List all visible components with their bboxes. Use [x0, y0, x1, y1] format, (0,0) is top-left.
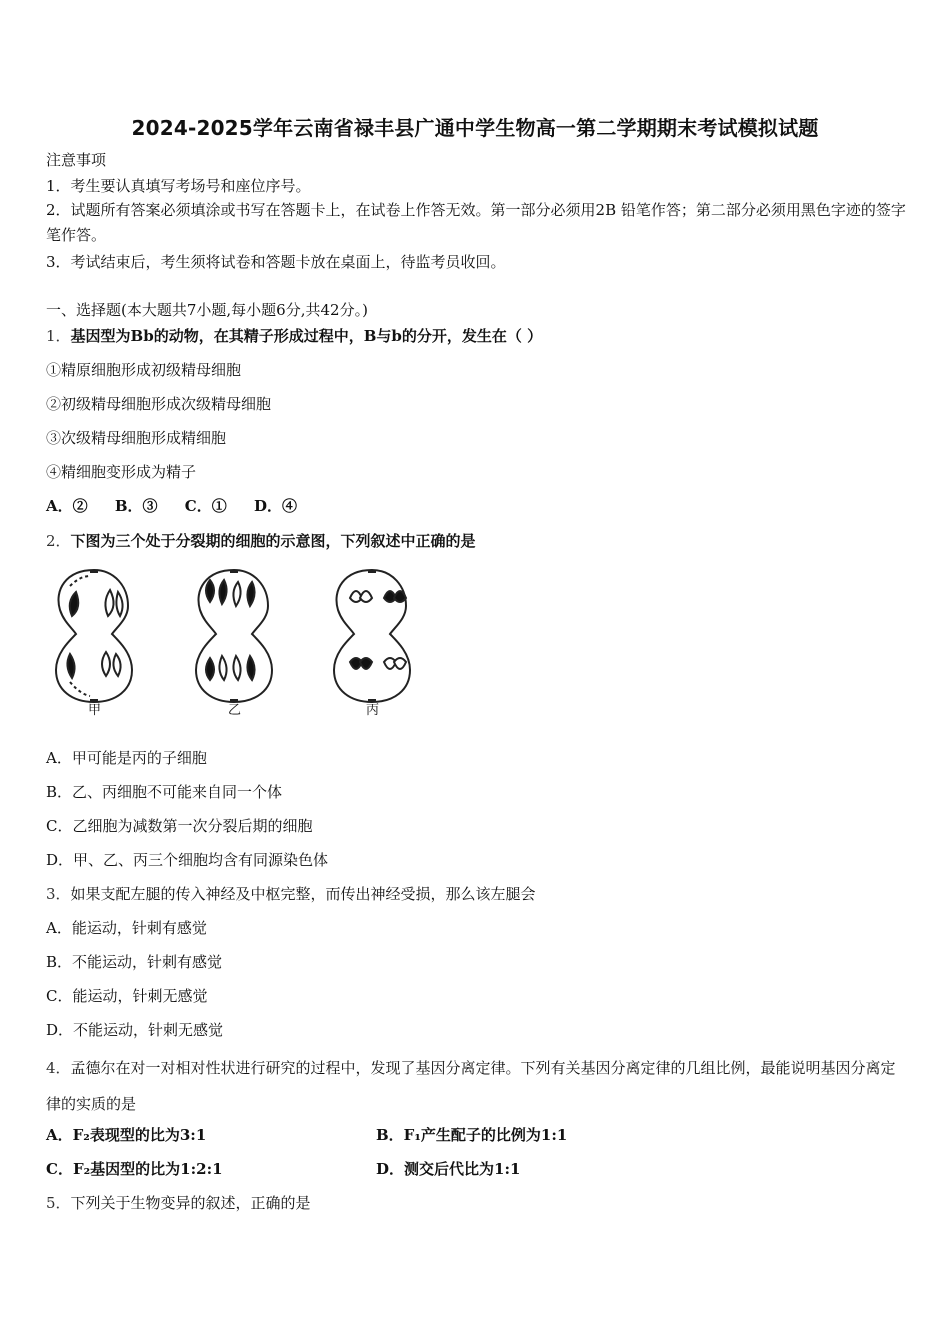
question-5 — [46, 1193, 311, 1213]
q3-option-d[interactable]: D．不能运动，针刺无感觉 — [46, 1021, 224, 1039]
question-stem: 如果支配左腿的传入神经及中枢完整，而传出神经受损，那么该左腿会 — [70, 885, 536, 903]
figure-label-yi: 乙 — [228, 703, 242, 718]
question-3 — [46, 884, 536, 904]
notice-item-1: 1．考生要认真填写考场号和座位序号。 — [46, 177, 311, 195]
option-c[interactable]: C．① — [184, 497, 227, 515]
q2-option-d[interactable]: D．甲、乙、丙三个细胞均含有同源染色体 — [46, 851, 329, 869]
question-stem: 下图为三个处于分裂期的细胞的示意图，下列叙述中正确的是 — [70, 532, 476, 550]
q4-option-b[interactable]: B．F₁产生配子的比例为1:1 — [376, 1126, 568, 1144]
q2-option-c[interactable]: C．乙细胞为减数第一次分裂后期的细胞 — [46, 817, 313, 835]
q3-option-c[interactable]: C．能运动，针刺无感觉 — [46, 987, 208, 1005]
q4-option-d[interactable]: D．测交后代比为1:1 — [376, 1160, 521, 1178]
q3-option-a[interactable]: A．能运动，针刺有感觉 — [46, 919, 207, 937]
figure-label-jia: 甲 — [88, 703, 102, 718]
question-1 — [46, 326, 542, 346]
statement-3: ③次级精母细胞形成精细胞 — [46, 429, 227, 447]
question-stem: 基因型为Bb的动物，在其精子形成过程中，B与b的分开，发生在（ ） — [70, 327, 543, 345]
statement-1: ①精原细胞形成初级精母细胞 — [46, 361, 242, 379]
option-a[interactable]: A．② — [46, 497, 88, 515]
cell-jia — [56, 570, 132, 702]
statement-4: ④精细胞变形成为精子 — [46, 463, 197, 481]
section-heading: 一、选择题(本大题共7小题,每小题6分,共42分。) — [46, 301, 368, 319]
question-number: 2． — [46, 532, 71, 550]
cell-bing — [334, 570, 410, 702]
question-number: 5． — [46, 1194, 71, 1212]
option-b[interactable]: B．③ — [114, 497, 158, 515]
q3-option-b[interactable]: B．不能运动，针刺有感觉 — [46, 953, 223, 971]
figure-label-bing: 丙 — [366, 703, 380, 718]
question-number: 1． — [46, 327, 71, 345]
q1-options — [46, 496, 319, 516]
question-2 — [46, 531, 476, 551]
q2-option-b[interactable]: B．乙、丙细胞不可能来自同一个体 — [46, 783, 283, 801]
notice-item-2: 2．试题所有答案必须填涂或书写在答题卡上，在试卷上作答无效。第一部分必须用2B 铅笔作答；第二部分必须用黑色字迹的签字笔作答。 — [46, 201, 906, 244]
question-number: 4． — [46, 1059, 71, 1077]
option-d[interactable]: D．④ — [253, 497, 297, 515]
cell-division-figure — [46, 562, 426, 722]
question-4 — [46, 1050, 906, 1122]
q2-option-a[interactable]: A．甲可能是丙的子细胞 — [46, 749, 207, 767]
question-stem: 孟德尔在对一对相对性状进行研究的过程中，发现了基因分离定律。下列有关基因分离定律的几组比例，最能说明基因分离定律的实质的是 — [46, 1059, 896, 1113]
question-stem: 下列关于生物变异的叙述，正确的是 — [70, 1194, 311, 1212]
cell-yi — [196, 570, 272, 702]
question-number: 3． — [46, 885, 71, 903]
q4-option-a[interactable]: A．F₂表现型的比为3:1 — [46, 1126, 207, 1144]
notice-item-3: 3．考试结束后，考生须将试卷和答题卡放在桌面上，待监考员收回。 — [46, 253, 506, 271]
statement-2: ②初级精母细胞形成次级精母细胞 — [46, 395, 272, 413]
page-title: 2024-2025学年云南省禄丰县广通中学生物高一第二学期期末考试模拟试题 — [131, 116, 819, 140]
q4-option-c[interactable]: C．F₂基因型的比为1:2:1 — [46, 1160, 223, 1178]
notice-heading: 注意事项 — [46, 151, 107, 169]
